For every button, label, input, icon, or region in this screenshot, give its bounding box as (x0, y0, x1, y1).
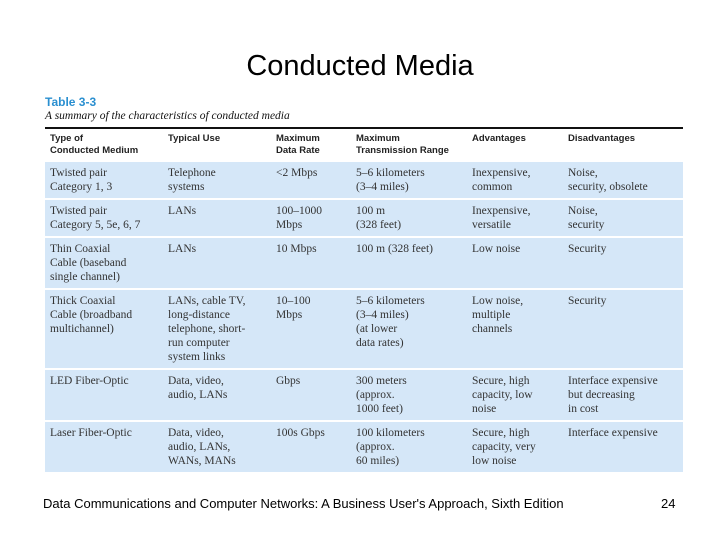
table-cell: 100 m (328 feet) (351, 237, 467, 289)
table-cell: 10–100 Mbps (271, 289, 351, 369)
table-cell: Data, video, audio, LANs (163, 369, 271, 421)
table-cell: Thin Coaxial Cable (baseband single channel) (45, 237, 163, 289)
table-cell: 300 meters (approx. 1000 feet) (351, 369, 467, 421)
table-row (45, 161, 683, 199)
table-cell: LED Fiber-Optic (45, 369, 163, 421)
table-cell: <2 Mbps (271, 161, 351, 199)
table-cell: Low noise (467, 237, 563, 289)
table-cell: 5–6 kilometers (3–4 miles) (351, 161, 467, 199)
table-cell: LANs, cable TV, long-distance telephone, short- run computer system links (163, 289, 271, 369)
table-caption: A summary of the characteristics of conducted media (45, 110, 290, 122)
table-cell: Twisted pair Category 5, 5e, 6, 7 (45, 199, 163, 237)
column-header: Maximum Data Rate (276, 133, 320, 156)
table-cell: Secure, high capacity, very low noise (467, 421, 563, 472)
table-cell: Twisted pair Category 1, 3 (45, 161, 163, 199)
table-cell: LANs (163, 199, 271, 237)
table-row (45, 237, 683, 289)
conducted-media-table (45, 127, 683, 472)
page-number: 24 (661, 496, 676, 511)
column-header: Typical Use (168, 133, 221, 144)
table-cell: 10 Mbps (271, 237, 351, 289)
table-cell: Noise, security (563, 199, 683, 237)
table-cell: Gbps (271, 369, 351, 421)
table-cell: Laser Fiber-Optic (45, 421, 163, 472)
table-row (45, 369, 683, 421)
table-cell: Inexpensive, common (467, 161, 563, 199)
table-cell: 100 m (328 feet) (351, 199, 467, 237)
table-row (45, 421, 683, 472)
table-cell: Inexpensive, versatile (467, 199, 563, 237)
table-row (45, 289, 683, 369)
table-cell: Noise, security, obsolete (563, 161, 683, 199)
column-header: Type of Conducted Medium (50, 133, 139, 156)
table-cell: Interface expensive (563, 421, 683, 472)
table-cell: LANs (163, 237, 271, 289)
column-header: Disadvantages (568, 133, 636, 144)
table-cell: 100–1000 Mbps (271, 199, 351, 237)
footer-text: Data Communications and Computer Networks: A Business User's Approach, Sixth Edition (43, 496, 564, 511)
table-row (45, 199, 683, 237)
column-header: Advantages (472, 133, 526, 144)
table-cell: 100 kilometers (approx. 60 miles) (351, 421, 467, 472)
table-cell: Telephone systems (163, 161, 271, 199)
table-cell: Interface expensive but decreasing in cost (563, 369, 683, 421)
table-cell: Low noise, multiple channels (467, 289, 563, 369)
table-label: Table 3-3 (45, 95, 97, 109)
table-cell: Security (563, 237, 683, 289)
column-header: Maximum Transmission Range (356, 133, 449, 156)
table-cell: Security (563, 289, 683, 369)
table-header-row (45, 128, 683, 161)
table-cell: 100s Gbps (271, 421, 351, 472)
table-cell: Thick Coaxial Cable (broadband multichannel) (45, 289, 163, 369)
table-cell: 5–6 kilometers (3–4 miles) (at lower data rates) (351, 289, 467, 369)
table-cell: Data, video, audio, LANs, WANs, MANs (163, 421, 271, 472)
slide-title: Conducted Media (246, 50, 474, 82)
table-cell: Secure, high capacity, low noise (467, 369, 563, 421)
